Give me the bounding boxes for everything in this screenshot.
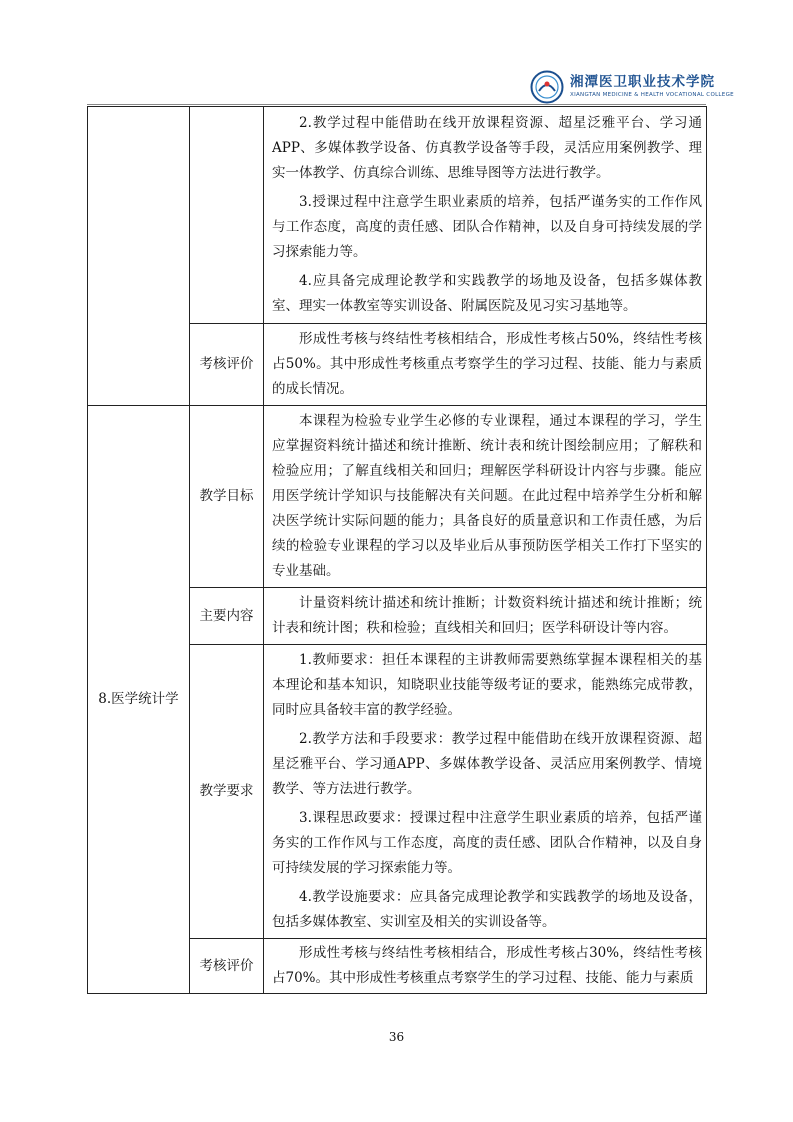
requirement-item: 3.课程思政要求：授课过程中注意学生职业素质的培养，包括严谨务实的工作作风与工作态度，高度的责任感、团队合作精神，以及自身可持续发展的学习探索能力等。 — [272, 810, 702, 876]
prev-requirement-item: 2.教学过程中能借助在线开放课程资源、超星泛雅平台、学习通APP、多媒体教学设备、仿真教学设备等手段，灵活应用案例教学、理实一体教学、仿真综合训练、思维导图等方法进行教学。 — [272, 115, 702, 181]
assessment-label: 考核评价 — [190, 939, 264, 994]
logo-english-name: XIANGTAN MEDICINE & HEALTH VOCATIONAL COLLEGE — [570, 92, 734, 98]
requirement-item: 1.教师要求：担任本课程的主讲教师需要熟练掌握本课程相关的基本理论和基本知识，知晓职业技能等级考证的要求，能熟练完成带教，同时应具备较丰富的教学经验。 — [272, 652, 702, 718]
requirement-item: 2.教学方法和手段要求：教学过程中能借助在线开放课程资源、超星泛雅平台、学习通APP、多媒体教学设备、灵活应用案例教学、情境教学、等方法进行教学。 — [272, 731, 702, 797]
college-logo — [530, 70, 740, 104]
page-number: 36 — [388, 1030, 405, 1044]
requirements-label: 教学要求 — [190, 645, 264, 939]
prev-requirements-cell — [264, 107, 707, 324]
prev-course-name-cell — [88, 107, 190, 406]
assessment-text-cell — [264, 939, 707, 994]
course-name: 8.医学统计学 — [88, 406, 190, 994]
objectives-text: 本课程为检验专业学生必修的专业课程，通过本课程的学习，学生应掌握资料统计描述和统计推断、统计表和统计图绘制应用；了解秩和检验应用；了解直线相关和回归；理解医学科研设计内容与步骤。能应用医学统计学知识与技能解决有关问题。在此过程中培养学生分析和解决医学统计实际问题的能力；具备良好的质量意识和工作责任感，为后续的检验专业课程的学习以及毕业后从事预防医学相关工作打下坚实的专业基础。 — [272, 413, 702, 579]
assessment-text: 形成性考核与终结性考核相结合，形成性考核占30%，终结性考核占70%。其中形成性考核重点考察学生的学习过程、技能、能力与素质 — [272, 945, 702, 986]
logo-chinese-name: 湘潭医卫职业技术学院 — [570, 73, 715, 90]
table-row — [88, 406, 707, 588]
prev-assessment-text: 形成性考核与终结性考核相结合，形成性考核占50%，终结性考核占50%。其中形成性考核重点考察学生的学习过程、技能、能力与素质的成长情况。 — [272, 331, 702, 397]
requirements-cell — [264, 645, 707, 939]
table-row — [88, 107, 707, 324]
objectives-text-cell — [264, 406, 707, 588]
requirement-item: 4.教学设施要求：应具备完成理论教学和实践教学的场地及设备，包括多媒体教室、实训室及相关的实训设备等。 — [272, 889, 702, 930]
content-text: 计量资料统计描述和统计推断；计数资料统计描述和统计推断；统计表和统计图；秩和检验；直线相关和回归；医学科研设计等内容。 — [272, 595, 702, 636]
content-label: 主要内容 — [190, 588, 264, 645]
college-emblem-icon — [530, 70, 564, 104]
content-text-cell — [264, 588, 707, 645]
header-divider — [87, 104, 706, 105]
prev-assessment-text-cell — [264, 324, 707, 406]
prev-requirement-item: 3.授课过程中注意学生职业素质的培养，包括严谨务实的工作作风与工作态度，高度的责任感、团队合作精神，以及自身可持续发展的学习探索能力等。 — [272, 194, 702, 260]
course-table — [87, 106, 707, 994]
prev-requirements-label-cell — [190, 107, 264, 324]
prev-assessment-label: 考核评价 — [190, 324, 264, 406]
objectives-label: 教学目标 — [190, 406, 264, 588]
prev-requirement-item: 4.应具备完成理论教学和实践教学的场地及设备，包括多媒体教室、理实一体教室等实训设备、附属医院及见习实习基地等。 — [272, 273, 702, 314]
